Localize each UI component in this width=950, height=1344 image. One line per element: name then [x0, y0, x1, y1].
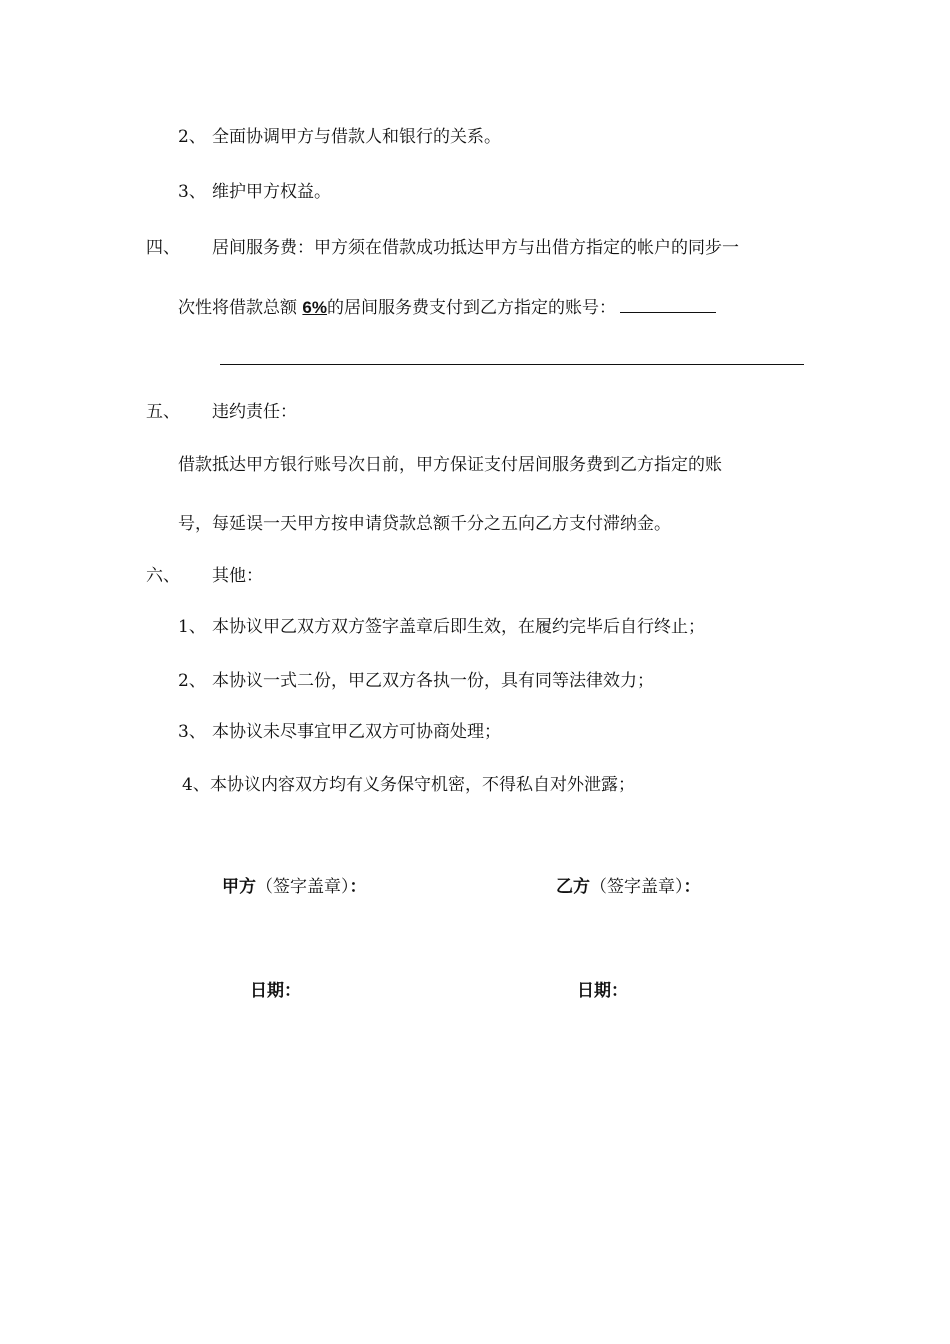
item-text: 本协议内容双方均有义务保守机密，不得私自对外泄露；	[210, 775, 635, 795]
party-a-date: 日期：	[250, 981, 301, 1000]
clause-number: 五、	[146, 402, 180, 422]
item-number: 4、	[182, 775, 210, 795]
list-item	[178, 181, 331, 203]
item-text: 本协议一式二份，甲乙双方各执一份，具有同等法律效力；	[212, 671, 654, 691]
party-b-sign-note: （签字盖章）	[590, 877, 684, 897]
service-fee-rate: 6%	[302, 298, 327, 317]
party-a-colon: ：	[349, 877, 367, 896]
party-b-name: 乙方	[556, 877, 590, 896]
account-blank-line	[220, 364, 804, 365]
clause-number: 六、	[146, 566, 180, 586]
clause-text: 居间服务费：甲方须在借款成功抵达甲方与出借方指定的帐户的同步一	[212, 238, 739, 258]
list-item	[182, 774, 635, 796]
clause-text: 号，每延误一天甲方按申请贷款总额千分之五向乙方支付滞纳金。	[178, 514, 671, 534]
item-text: 维护甲方权益。	[212, 182, 331, 202]
item-number: 2、	[178, 127, 206, 147]
clause-heading	[146, 565, 263, 587]
clause-paragraph-line	[178, 513, 671, 535]
list-item	[178, 721, 501, 743]
party-a-signature	[222, 876, 367, 898]
item-text: 本协议未尽事宜甲乙双方可协商处理；	[212, 722, 501, 742]
party-b-date: 日期：	[577, 981, 628, 1000]
clause-heading	[146, 401, 297, 423]
item-text: 全面协调甲方与借款人和银行的关系。	[212, 127, 501, 147]
clause-text: 的居间服务费支付到乙方指定的账号：	[326, 298, 616, 318]
list-item	[178, 616, 705, 638]
clause-title: 违约责任：	[212, 402, 297, 422]
party-b-signature	[556, 876, 701, 898]
item-number: 3、	[178, 722, 206, 742]
account-blank	[620, 298, 716, 313]
clause-paragraph-line	[178, 297, 716, 319]
item-number: 1、	[178, 617, 206, 637]
clause-text: 次性将借款总额	[178, 298, 303, 318]
clause-number: 四、	[146, 238, 180, 258]
clause-title: 其他：	[212, 566, 263, 586]
list-item	[178, 126, 501, 148]
item-text: 本协议甲乙双方双方签字盖章后即生效，在履约完毕后自行终止；	[212, 617, 705, 637]
party-a-sign-note: （签字盖章）	[256, 877, 350, 897]
item-number: 3、	[178, 182, 206, 202]
party-a-name: 甲方	[222, 877, 256, 896]
list-item	[178, 670, 654, 692]
party-b-colon: ：	[683, 877, 701, 896]
item-number: 2、	[178, 671, 206, 691]
clause-text: 借款抵达甲方银行账号次日前，甲方保证支付居间服务费到乙方指定的账	[178, 455, 722, 475]
clause-heading	[146, 237, 739, 259]
clause-paragraph-line	[178, 454, 722, 476]
